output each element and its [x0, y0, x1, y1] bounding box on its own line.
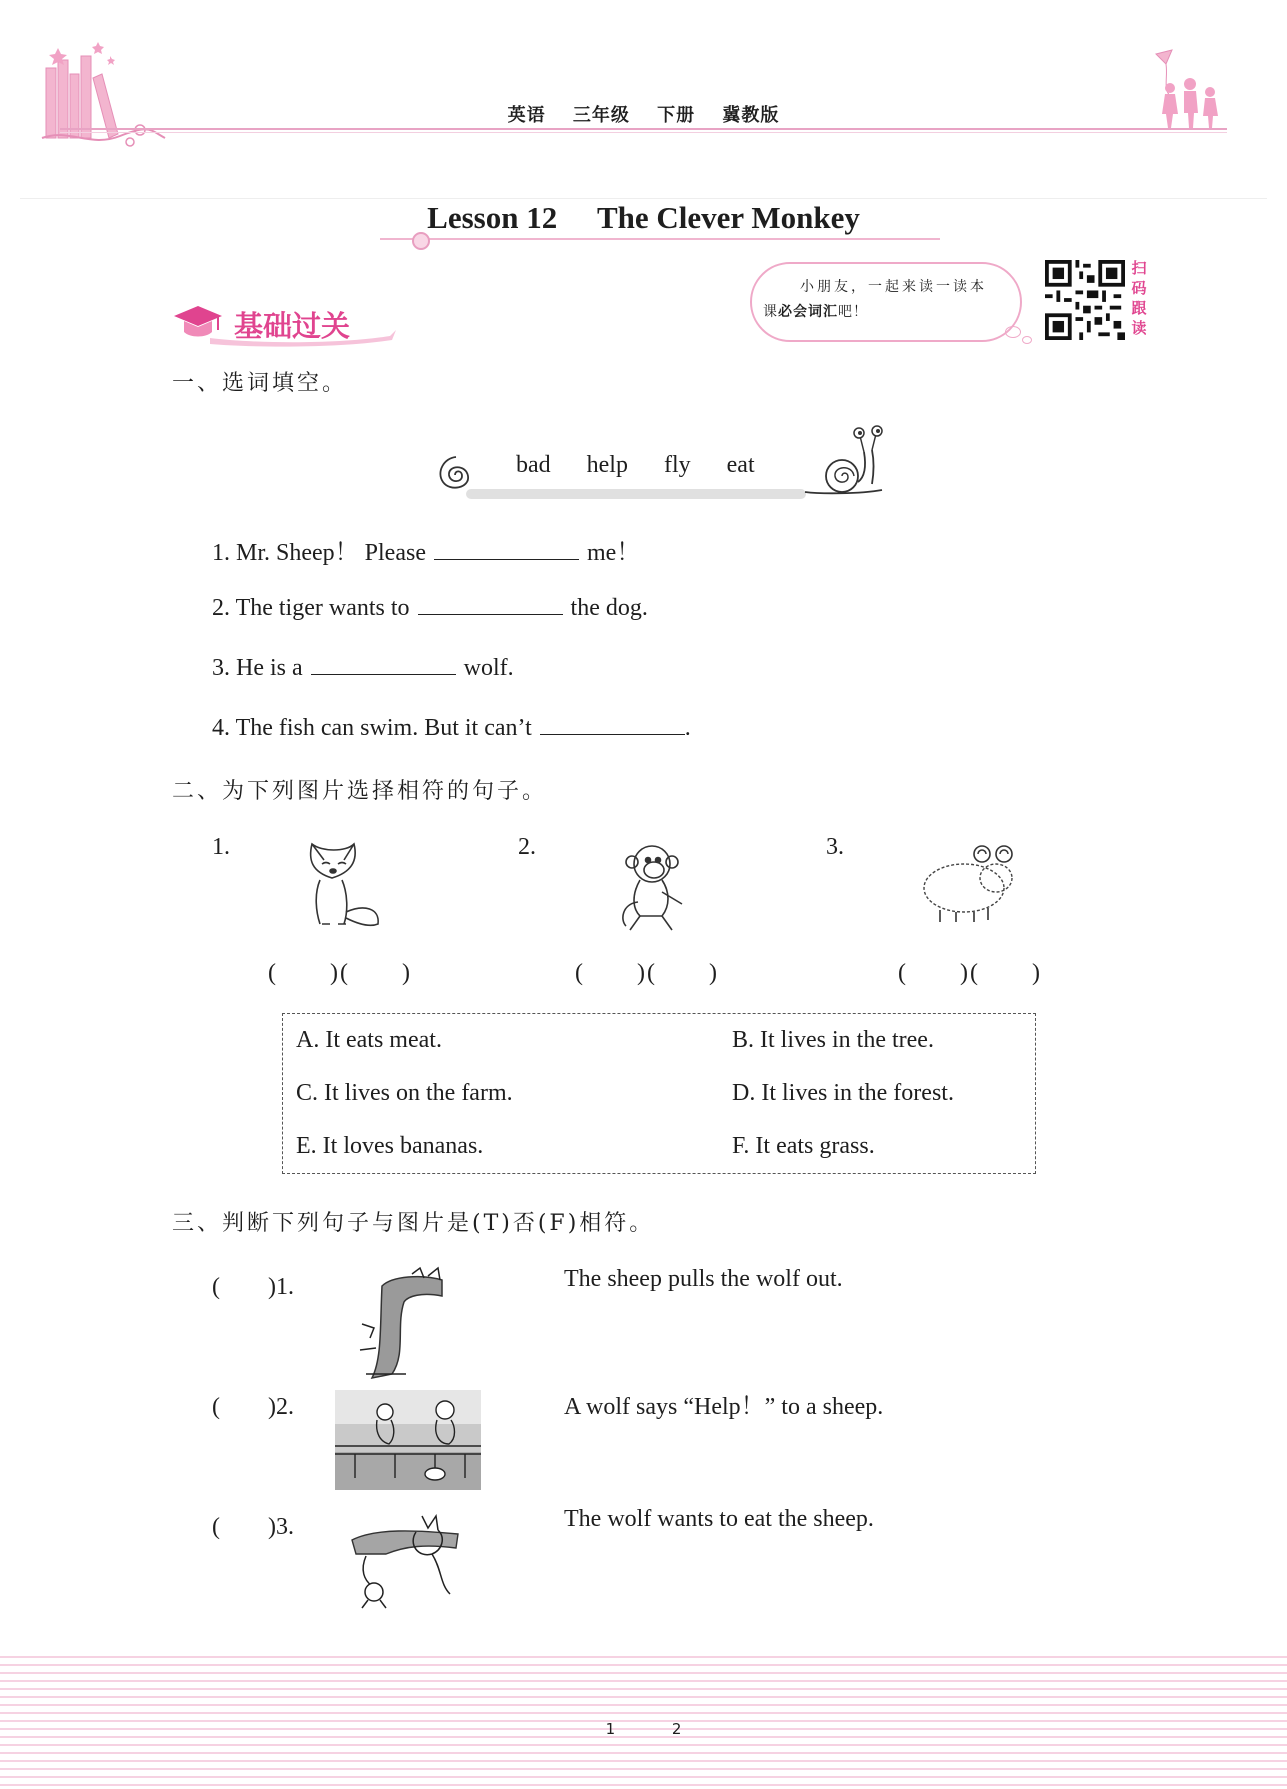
option-f: F. It eats grass.: [732, 1133, 875, 1159]
bubble-tail-dot: [1005, 326, 1021, 338]
qr-label-char: 读: [1131, 319, 1147, 337]
answer-blank[interactable]: [434, 537, 579, 560]
word-box-brush: [466, 489, 806, 499]
snail-icon: [800, 424, 890, 500]
header-edition: 冀教版: [722, 105, 780, 126]
answer-parens[interactable]: ( )( ): [268, 960, 412, 986]
speech-suffix: 吧！: [838, 304, 868, 320]
title-underline: [380, 238, 940, 240]
picture-number: 3.: [826, 834, 844, 860]
answer-blank[interactable]: [418, 592, 563, 615]
picture-number: 1.: [212, 834, 230, 860]
option-d: D. It lives in the forest.: [732, 1080, 954, 1106]
answer-blank[interactable]: [311, 652, 456, 675]
lesson-title: [0, 200, 1287, 236]
page-number-right: 2: [671, 1720, 682, 1738]
qr-label-char: 扫: [1131, 259, 1147, 277]
header-subject: 英语: [507, 105, 546, 126]
fill-item: [212, 532, 640, 567]
answer-parens[interactable]: ( )( ): [575, 960, 719, 986]
word-option: help: [586, 452, 628, 478]
part1-heading: 一、选词填空。: [172, 371, 348, 396]
part2-heading: 二、为下列图片选择相符的句子。: [172, 779, 548, 804]
tf-answer-parens[interactable]: ( )3.: [212, 1514, 294, 1540]
tf-sentence: The sheep pulls the wolf out.: [564, 1266, 843, 1292]
fox-icon: [302, 838, 384, 932]
header-rule: [60, 128, 1227, 130]
header-grade: 三年级: [572, 105, 630, 126]
option-e: E. It loves bananas.: [296, 1133, 484, 1159]
tf-answer-parens[interactable]: ( )2.: [212, 1394, 294, 1420]
bubble-tail-dot: [1022, 336, 1032, 344]
option-b: B. It lives in the tree.: [732, 1027, 934, 1053]
picture-number: 2.: [518, 834, 536, 860]
monkey-icon: [612, 842, 690, 934]
speech-bold: 必会词汇: [778, 304, 838, 320]
fill-item-text: wolf.: [463, 655, 514, 681]
tf-answer-parens[interactable]: ( )1.: [212, 1274, 294, 1300]
section-title: 基础过关: [234, 309, 351, 343]
option-c: C. It lives on the farm.: [296, 1080, 513, 1106]
tf-sentence: The wolf wants to eat the sheep.: [564, 1506, 874, 1532]
speech-line-2: [763, 301, 868, 321]
fill-item-text: me！: [586, 540, 641, 566]
fill-item-text: 1. Mr. Sheep！ Please: [212, 540, 426, 566]
answer-blank[interactable]: [540, 712, 685, 735]
answer-parens[interactable]: ( )( ): [898, 960, 1042, 986]
fill-item: [212, 592, 648, 622]
part3-heading: 三、判断下列句子与图片是(T)否(F)相符。: [172, 1211, 655, 1236]
option-a: A. It eats meat.: [296, 1027, 442, 1053]
fill-item: [212, 712, 691, 742]
fill-item-text: .: [684, 715, 691, 741]
word-option: fly: [663, 452, 691, 478]
fill-item-text: 2. The tiger wants to: [212, 595, 410, 621]
lesson-name: The Clever Monkey: [596, 200, 860, 235]
word-option: eat: [726, 452, 755, 478]
header-decoration-left-icon: [40, 38, 170, 153]
title-dot-icon: [412, 232, 430, 250]
speech-line-1: 小朋友，一起来读一读本: [800, 279, 987, 295]
speech-prefix: 课: [763, 304, 778, 320]
header-rule-thin: [60, 132, 1227, 133]
fill-item-text: 4. The fish can swim. But it can’t: [212, 715, 532, 741]
qr-label-char: 码: [1131, 279, 1147, 297]
fill-item-text: the dog.: [570, 595, 648, 621]
wolf-sheep-bridge-icon: [335, 1390, 481, 1490]
wolf-tree-sheep-icon: [346, 1514, 462, 1610]
page-number-left: 1: [605, 1720, 616, 1738]
lesson-number: Lesson 12: [427, 200, 558, 235]
fill-item: [212, 652, 514, 682]
word-box: [506, 452, 765, 479]
word-option: bad: [516, 452, 551, 478]
qr-label: [1130, 258, 1148, 338]
wolf-in-tree-icon: [352, 1266, 452, 1384]
header-volume: 下册: [657, 105, 696, 126]
page-number: [0, 1720, 1287, 1738]
header-divider: [20, 198, 1267, 199]
qr-label-char: 跟: [1131, 299, 1147, 317]
book-header: [0, 101, 1287, 127]
qr-code-icon[interactable]: [1045, 260, 1125, 340]
tf-sentence: A wolf says “Help！” to a sheep.: [564, 1394, 884, 1420]
fill-item-text: 3. He is a: [212, 655, 303, 681]
sheep-icon: [916, 840, 1020, 924]
